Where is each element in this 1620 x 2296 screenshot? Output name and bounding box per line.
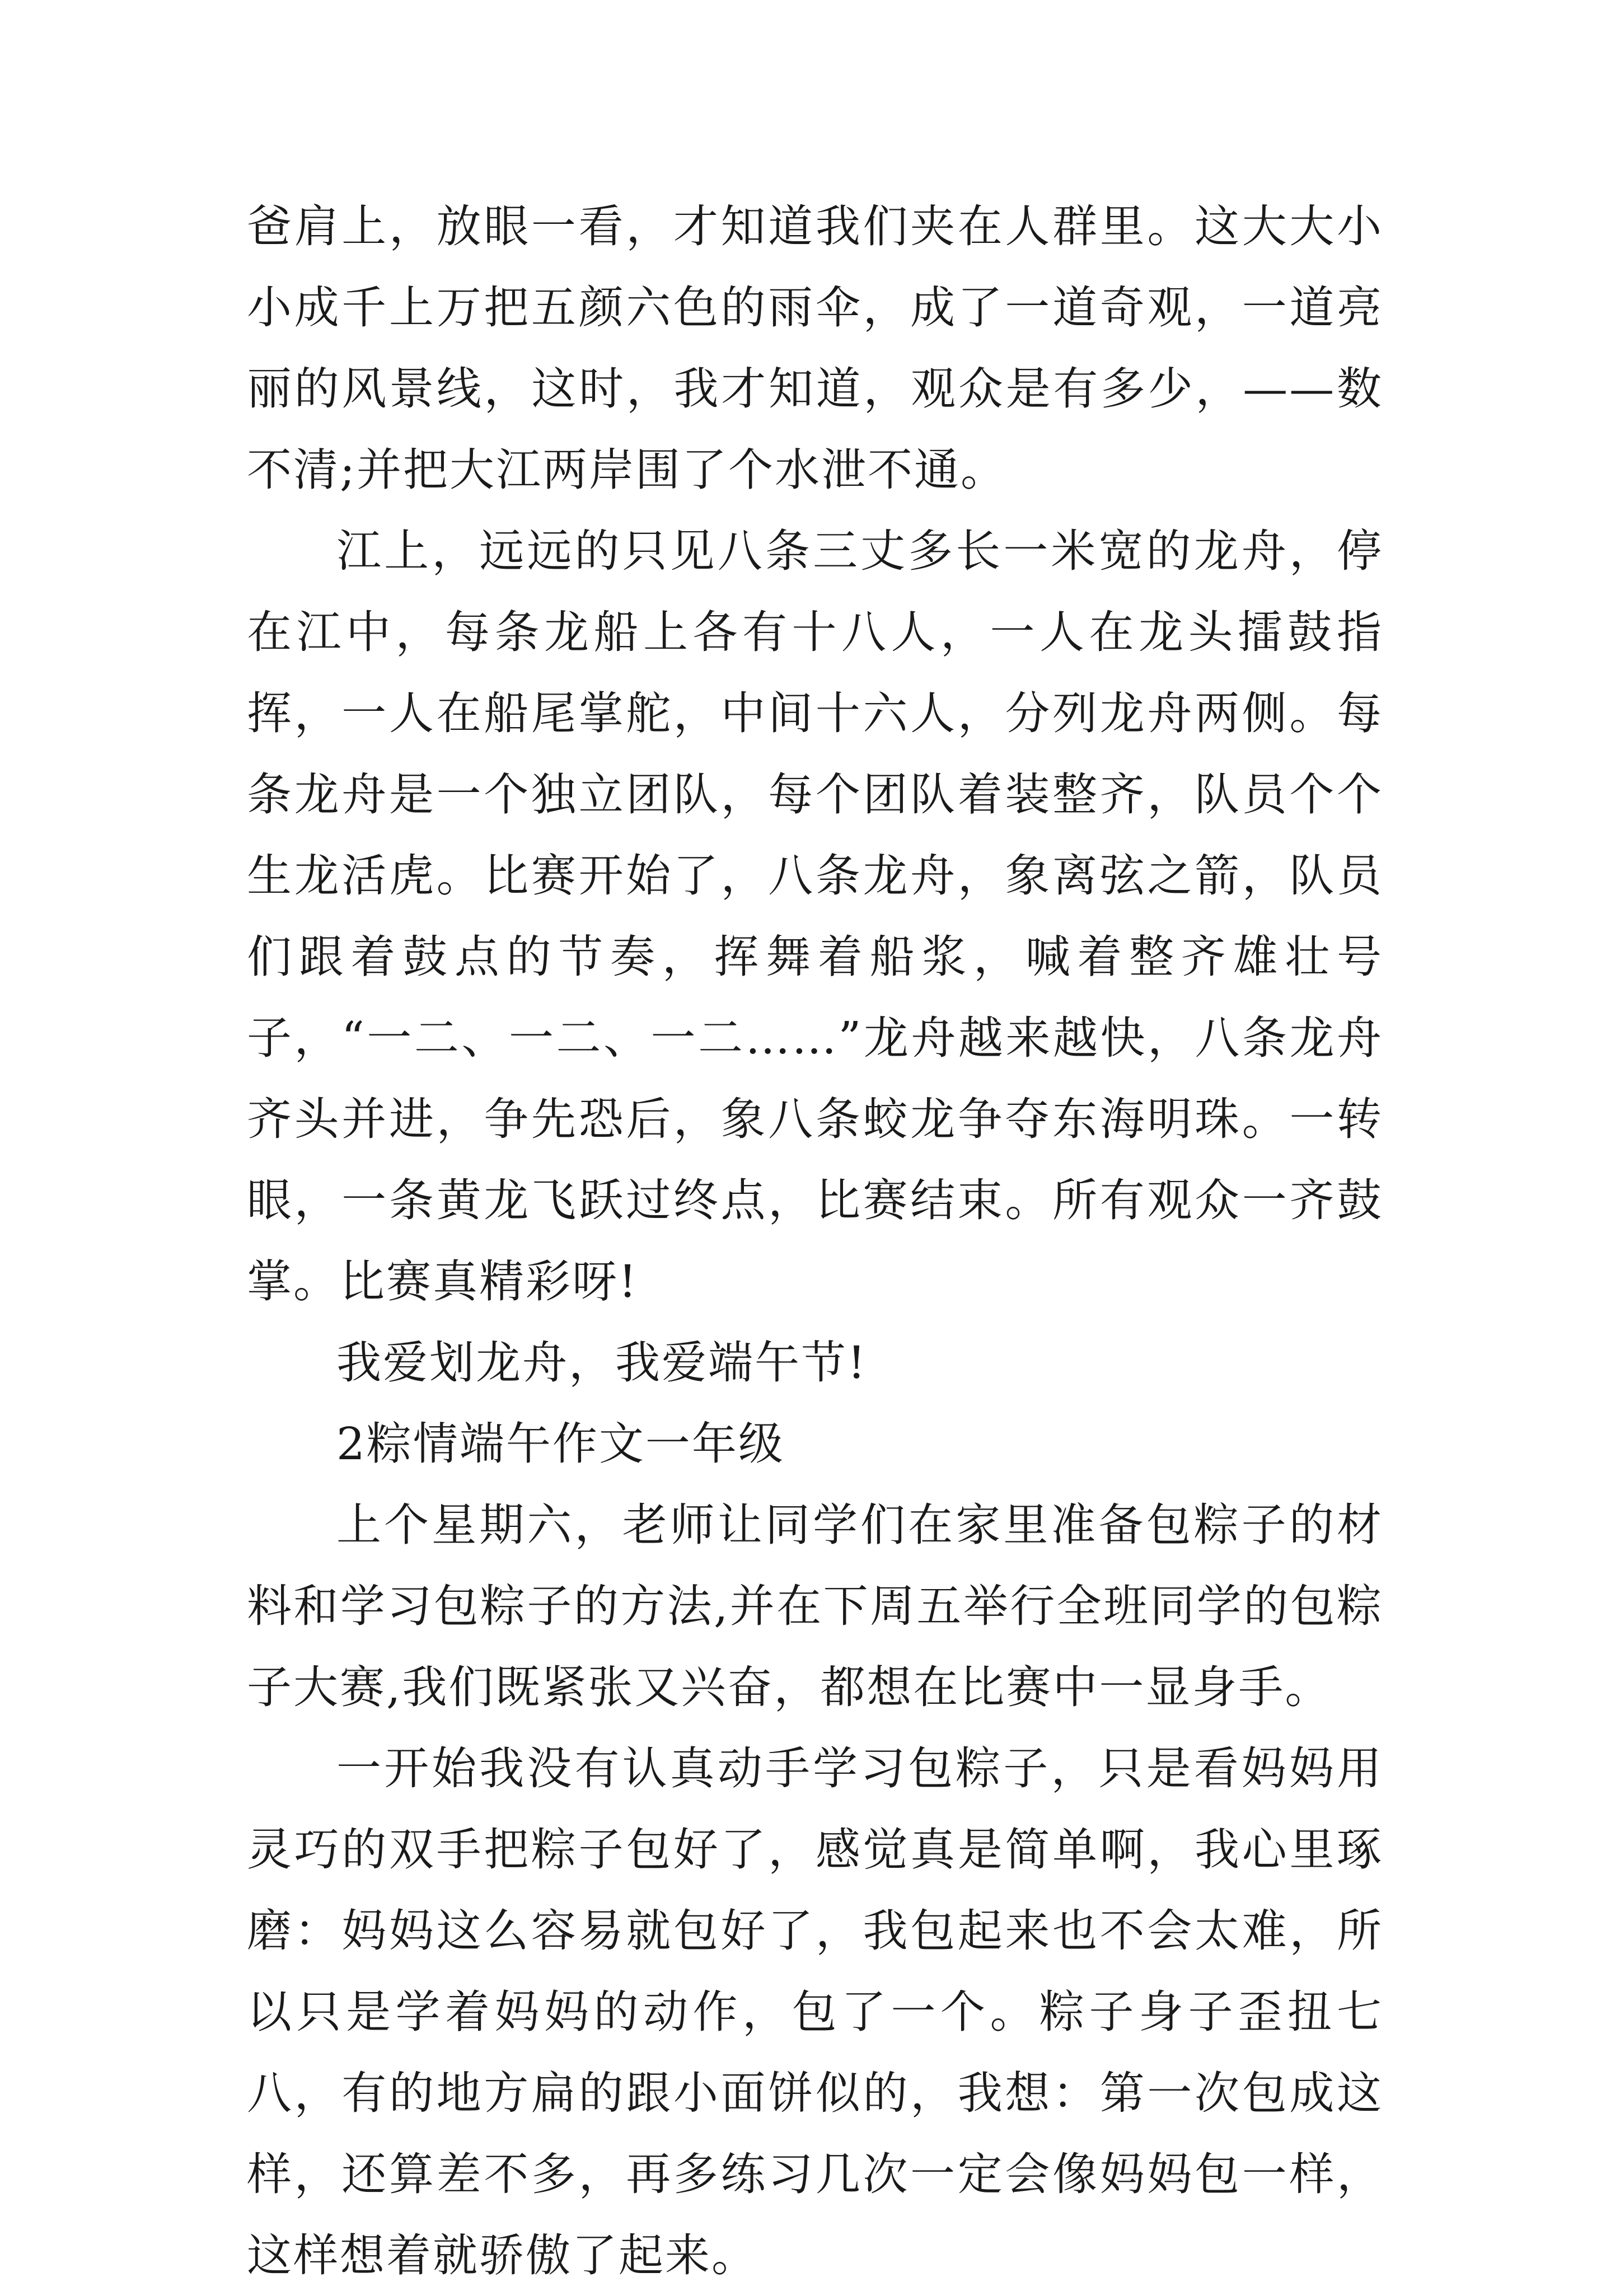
paragraph-zongzi-attempt: 一开始我没有认真动手学习包粽子，只是看妈妈用灵巧的双手把粽子包好了，感觉真是简单啊，我心里琢磨：妈妈这么容易就包好了，我包起来也不会太难，所以只是学着妈妈的动作，包了一个。粽子身子歪扭七八，有的地方扁的跟小面饼似的，我想：第一次包成这样，还算差不多，再多练习几次一定会像妈妈包一样，这样想着就骄傲了起来。 [247,1742,1383,2281]
essay-body [247,186,1383,2296]
paragraph-zongzi-intro: 上个星期六，老师让同学们在家里准备包粽子的材料和学习包粽子的方法,并在下周五举行全班同学的包粽子大赛,我们既紧张又兴奋，都想在比赛中一显身手。 [247,1499,1383,1713]
section-heading: 2粽情端午作文一年级 [336,1418,785,1470]
paragraph-dragon-boat-race: 江上，远远的只见八条三丈多长一米宽的龙舟，停在江中，每条龙船上各有十八人，一人在龙头擂鼓指挥，一人在船尾掌舵，中间十六人，分列龙舟两侧。每条龙舟是一个独立团队，每个团队着装整齐，队员个个生龙活虎。比赛开始了，八条龙舟，象离弦之箭，队员们跟着鼓点的节奏，挥舞着船浆，喊着整齐雄壮号子，“一二、一二、一二……”龙舟越来越快，八条龙舟齐头并进，争先恐后，象八条蛟龙争夺东海明珠。一转眼，一条黄龙飞跃过终点，比赛结束。所有观众一齐鼓掌。比赛真精彩呀! [247,525,1383,1308]
paragraph-closing-line: 我爱划龙舟，我爱端午节! [336,1337,868,1389]
paragraph-continuation: 爸肩上，放眼一看，才知道我们夹在人群里。这大大小小成千上万把五颜六色的雨伞，成了一道奇观，一道亮丽的风景线，这时，我才知道，观众是有多少，——数不清;并把大江两岸围了个水泄不通。 [247,200,1383,496]
